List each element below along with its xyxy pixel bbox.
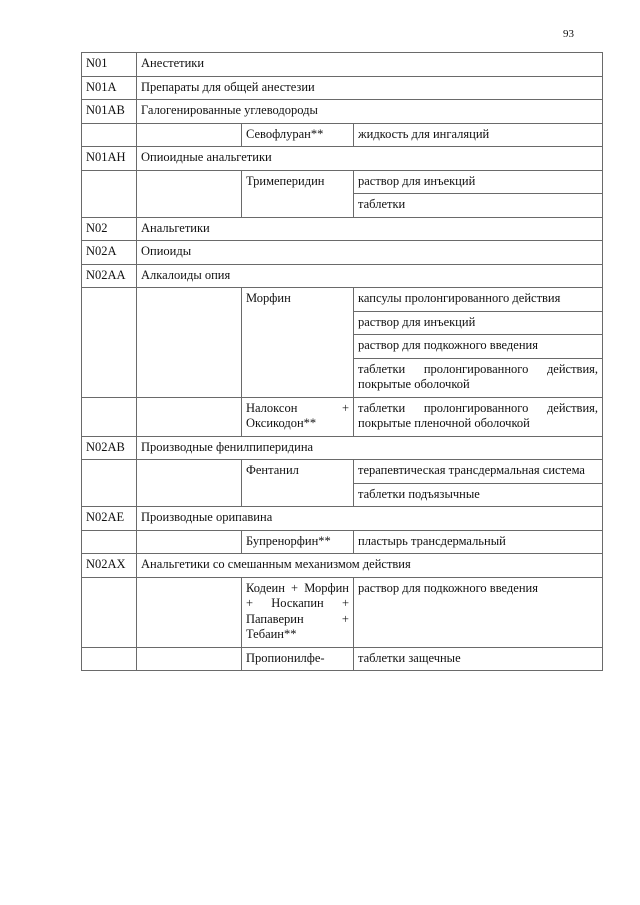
atc-code: N02 <box>82 217 137 241</box>
table-row <box>82 170 603 194</box>
dosage-form: пластырь трансдермальный <box>354 530 603 554</box>
dosage-form: раствор для инъекций <box>354 311 603 335</box>
dosage-form: таблетки пролонгированного действия, покрытые оболочкой <box>354 358 603 397</box>
drug-name: Фентанил <box>242 460 354 507</box>
drug-name: Пропионилфе- <box>242 647 354 671</box>
table-row <box>82 554 603 578</box>
dosage-form: таблетки защечные <box>354 647 603 671</box>
empty-cell <box>137 170 242 217</box>
atc-group-name: Алкалоиды опия <box>137 264 603 288</box>
dosage-form: раствор для инъекций <box>354 170 603 194</box>
table-row <box>82 647 603 671</box>
empty-cell <box>137 460 242 507</box>
atc-group-name: Опиоиды <box>137 241 603 265</box>
drug-name: Бупренорфин** <box>242 530 354 554</box>
empty-cell <box>82 288 137 398</box>
empty-cell <box>137 288 242 398</box>
dosage-form: таблетки пролонгированного действия, покрытые пленочной оболочкой <box>354 397 603 436</box>
drug-classification-table <box>81 52 603 671</box>
atc-code: N02AB <box>82 436 137 460</box>
table-row <box>82 123 603 147</box>
drug-name: Кодеин + Морфин + Носкапин + Папаверин + Тебаин** <box>242 577 354 647</box>
atc-group-name: Анальгетики <box>137 217 603 241</box>
drug-name: Морфин <box>242 288 354 398</box>
empty-cell <box>137 647 242 671</box>
empty-cell <box>137 577 242 647</box>
atc-code: N02AE <box>82 507 137 531</box>
atc-group-name: Анестетики <box>137 53 603 77</box>
atc-code: N02AX <box>82 554 137 578</box>
table-row <box>82 507 603 531</box>
atc-group-name: Производные орипавина <box>137 507 603 531</box>
table-row <box>82 147 603 171</box>
atc-code: N02A <box>82 241 137 265</box>
table-row <box>82 436 603 460</box>
dosage-form: раствор для подкожного введения <box>354 335 603 359</box>
atc-group-name: Галогенированные углеводороды <box>137 100 603 124</box>
dosage-form: таблетки подъязычные <box>354 483 603 507</box>
empty-cell <box>82 397 137 436</box>
atc-code: N02AA <box>82 264 137 288</box>
drug-name: Севофлуран** <box>242 123 354 147</box>
table-row <box>82 53 603 77</box>
atc-code: N01AH <box>82 147 137 171</box>
atc-code: N01 <box>82 53 137 77</box>
empty-cell <box>82 123 137 147</box>
page-number: 93 <box>563 28 574 40</box>
empty-cell <box>82 647 137 671</box>
dosage-form: жидкость для ингаляций <box>354 123 603 147</box>
atc-group-name: Препараты для общей анестезии <box>137 76 603 100</box>
empty-cell <box>82 577 137 647</box>
table-row <box>82 76 603 100</box>
dosage-form: таблетки <box>354 194 603 218</box>
table-row <box>82 460 603 484</box>
drug-name: Налоксон + Оксикодон** <box>242 397 354 436</box>
empty-cell <box>82 170 137 217</box>
table-row <box>82 241 603 265</box>
table-row <box>82 100 603 124</box>
empty-cell <box>137 397 242 436</box>
atc-code: N01AB <box>82 100 137 124</box>
empty-cell <box>82 530 137 554</box>
dosage-form: раствор для подкожного введения <box>354 577 603 647</box>
table-row <box>82 264 603 288</box>
drug-name: Тримеперидин <box>242 170 354 217</box>
atc-group-name: Опиоидные анальгетики <box>137 147 603 171</box>
empty-cell <box>137 123 242 147</box>
empty-cell <box>137 530 242 554</box>
empty-cell <box>82 460 137 507</box>
dosage-form: капсулы пролонгированного действия <box>354 288 603 312</box>
table-row <box>82 288 603 312</box>
table-row <box>82 397 603 436</box>
atc-group-name: Производные фенилпиперидина <box>137 436 603 460</box>
table-row <box>82 530 603 554</box>
atc-group-name: Анальгетики со смешанным механизмом действия <box>137 554 603 578</box>
atc-code: N01A <box>82 76 137 100</box>
dosage-form: терапевтическая трансдермальная система <box>354 460 603 484</box>
table-row <box>82 577 603 647</box>
table-row <box>82 217 603 241</box>
